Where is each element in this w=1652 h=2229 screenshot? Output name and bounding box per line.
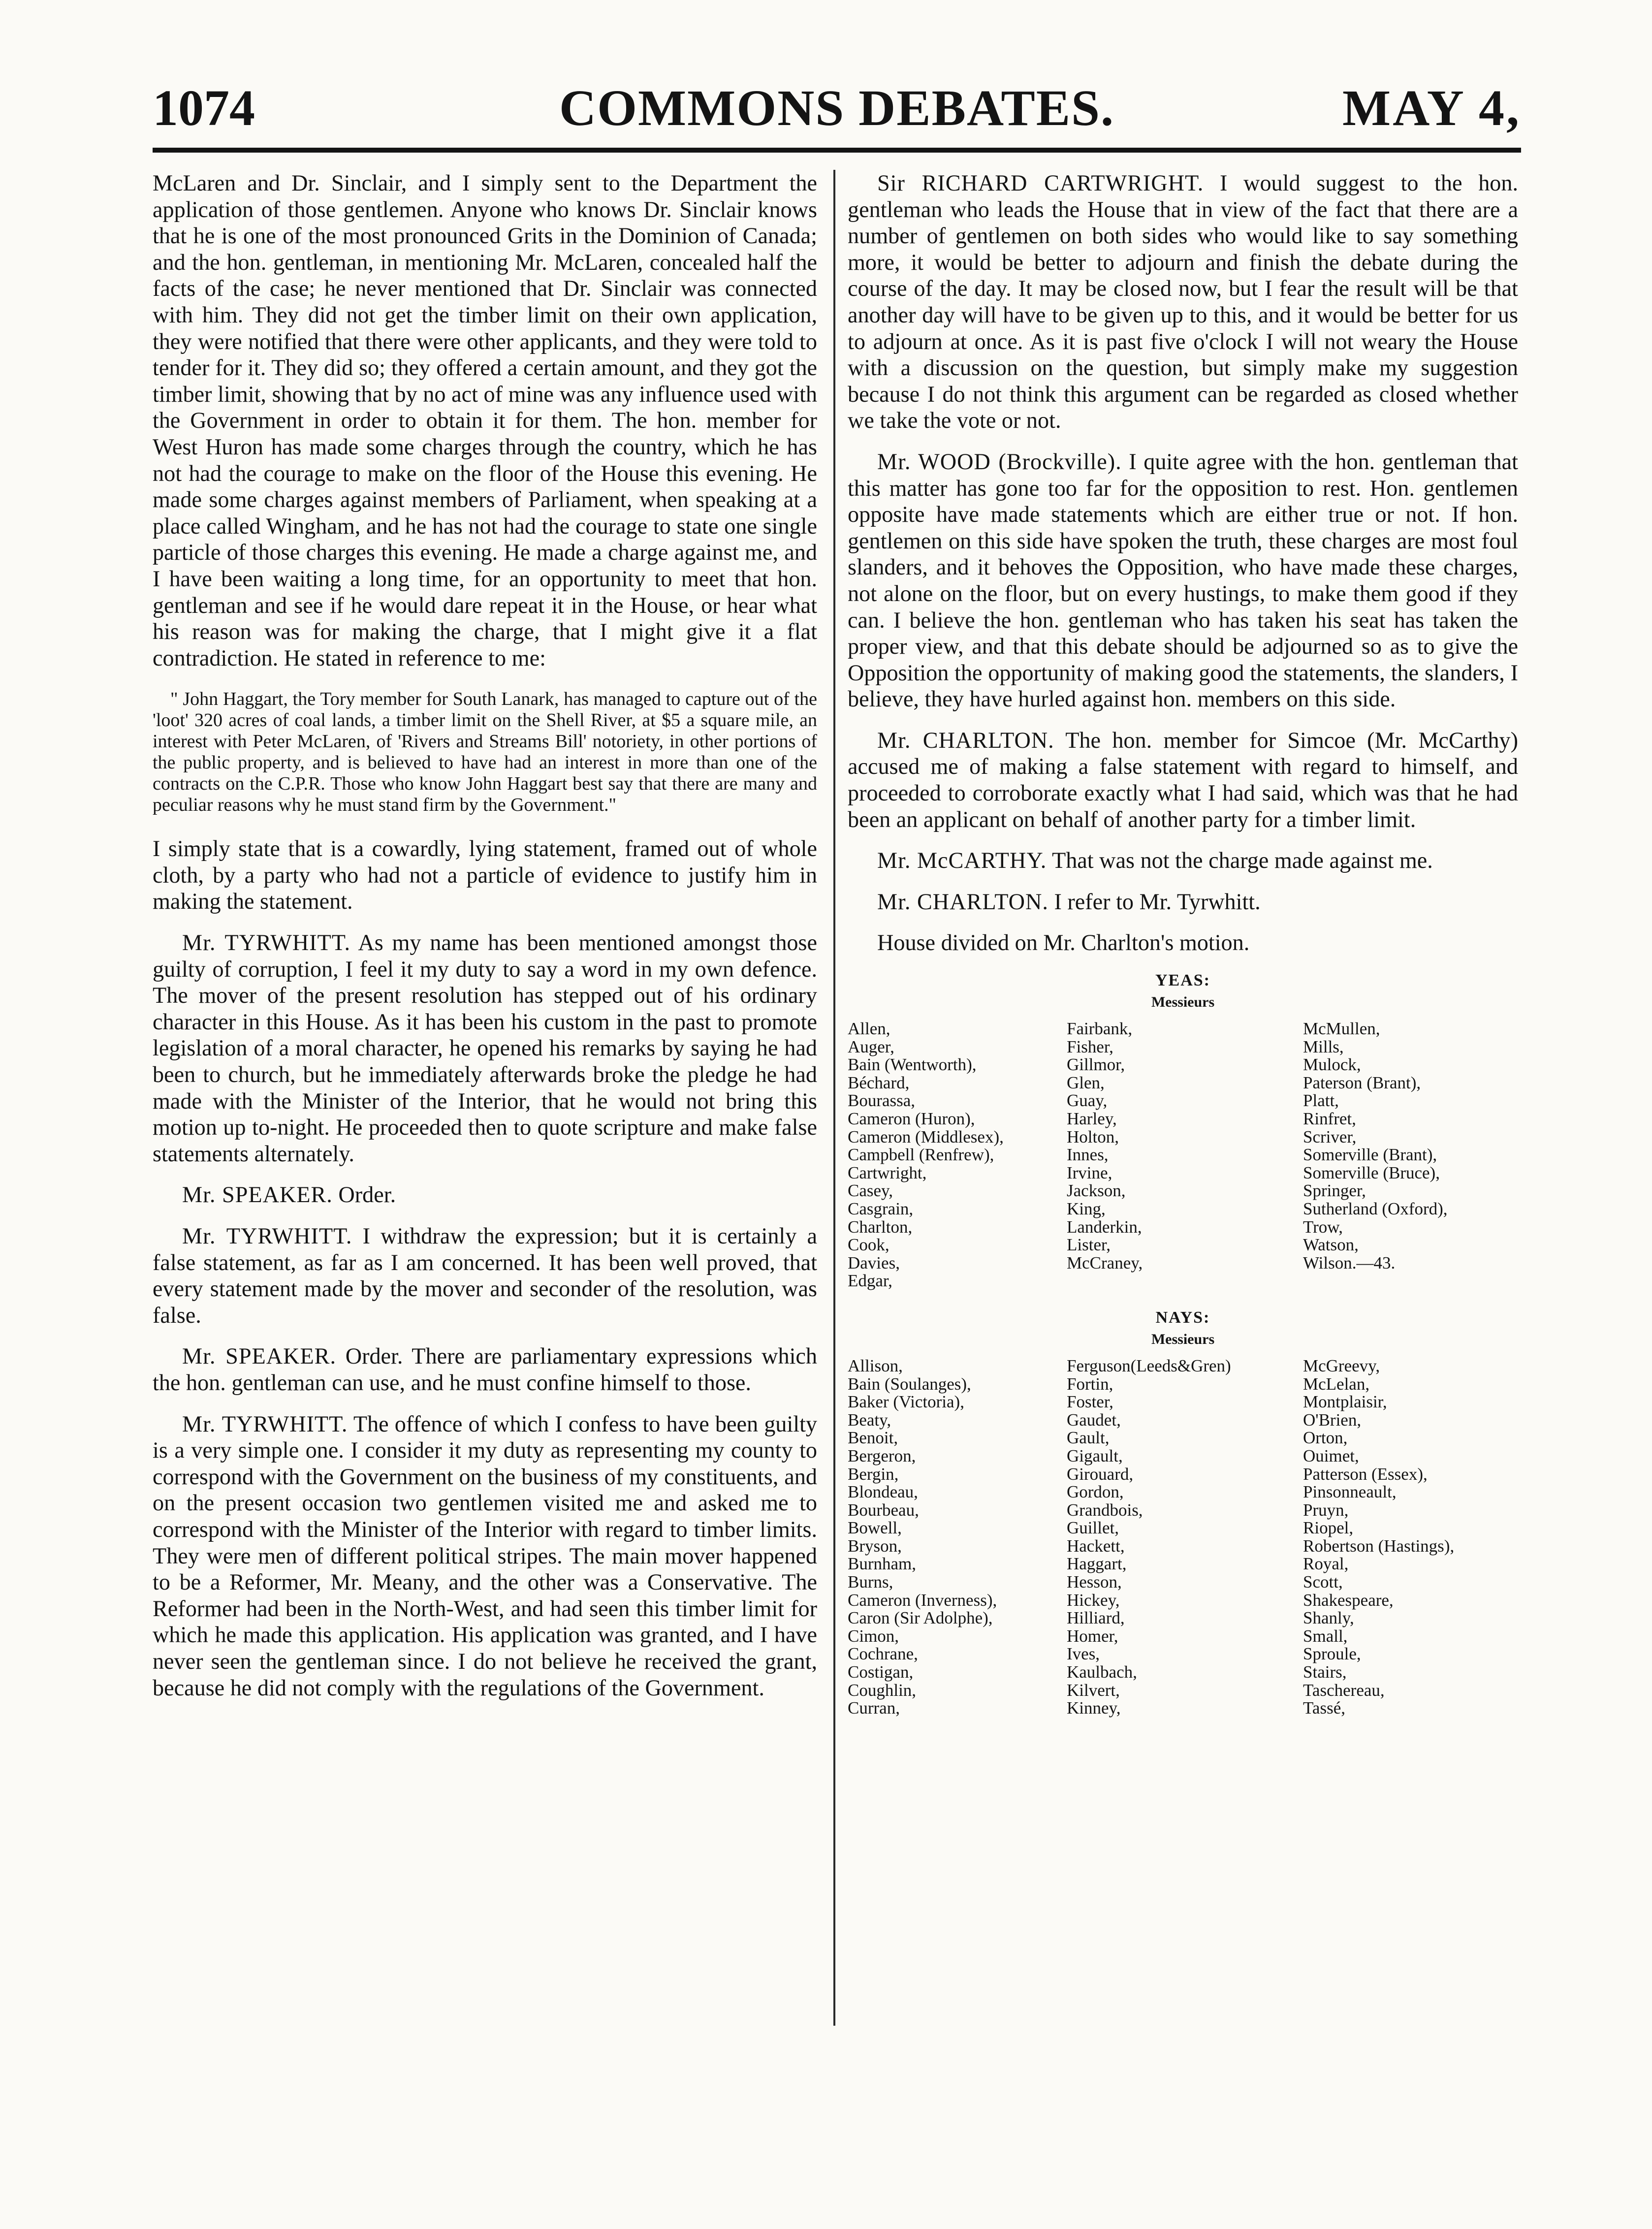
member-name: Holton, xyxy=(1067,1127,1119,1146)
name-column xyxy=(848,1357,1067,1718)
member-name: Kilvert, xyxy=(1067,1680,1120,1700)
speech xyxy=(153,1181,817,1208)
speaker-name: Mr. SPEAKER. xyxy=(182,1182,333,1208)
name-column xyxy=(1067,1357,1303,1718)
member-name: Landerkin, xyxy=(1067,1217,1142,1237)
member-name: Benoit, xyxy=(848,1428,898,1448)
member-name: Béchard, xyxy=(848,1073,910,1092)
speech xyxy=(153,1223,817,1328)
member-name: Bryson, xyxy=(848,1536,902,1556)
member-name: Platt, xyxy=(1303,1091,1339,1111)
member-name: Springer, xyxy=(1303,1181,1366,1201)
member-name: McLelan, xyxy=(1303,1374,1370,1394)
member-name: Burnham, xyxy=(848,1554,917,1574)
member-name: Bourassa, xyxy=(848,1091,916,1111)
member-name: Ouimet, xyxy=(1303,1446,1359,1465)
member-name: Haggart, xyxy=(1067,1554,1127,1574)
member-name: Coughlin, xyxy=(848,1680,917,1700)
column-divider xyxy=(833,170,835,2026)
yeas-heading: YEAS: xyxy=(1155,971,1211,990)
member-name: Casey, xyxy=(848,1181,893,1201)
member-name: Sutherland (Oxford), xyxy=(1303,1199,1448,1218)
member-name: Watson, xyxy=(1303,1235,1359,1255)
member-name: Curran, xyxy=(848,1698,900,1718)
member-name: Bain (Soulanges), xyxy=(848,1374,971,1394)
member-name: Taschereau, xyxy=(1303,1680,1385,1700)
member-name: Allison, xyxy=(848,1356,903,1375)
member-name: Fisher, xyxy=(1067,1037,1113,1056)
division-statement: House divided on Mr. Charlton's motion. xyxy=(877,930,1250,955)
member-name: Stairs, xyxy=(1303,1662,1347,1682)
speaker-name: Mr. TYRWHITT. xyxy=(182,930,351,955)
speaker-name: Mr. CHARLTON. xyxy=(877,889,1048,914)
member-name: McMullen, xyxy=(1303,1019,1380,1039)
speech xyxy=(848,847,1518,874)
member-name: Orton, xyxy=(1303,1428,1348,1448)
member-name: Bain (Wentworth), xyxy=(848,1055,977,1075)
member-name: Hickey, xyxy=(1067,1590,1120,1610)
member-name: Royal, xyxy=(1303,1554,1349,1574)
publication-title: COMMONS DEBATES. xyxy=(559,80,1114,136)
member-name: Bergeron, xyxy=(848,1446,916,1465)
member-name: Mulock, xyxy=(1303,1055,1361,1075)
speech-text: I withdraw the expression; but it is certainly a false statement, as far as I am concerned. It has been well proved, that every statement made by the mover and seconder of the resolution, was false. xyxy=(153,1223,817,1328)
member-name: Lister, xyxy=(1067,1235,1111,1255)
messieurs-label: Messieurs xyxy=(1151,994,1215,1011)
member-name: Charlton, xyxy=(848,1217,913,1237)
speech xyxy=(848,170,1518,434)
member-name: Montplaisir, xyxy=(1303,1392,1387,1412)
speech xyxy=(848,727,1518,832)
speaker-name: Mr. McCARTHY. xyxy=(877,848,1047,873)
member-name: Shanly, xyxy=(1303,1608,1354,1628)
member-name: Fairbank, xyxy=(1067,1019,1133,1039)
member-name: Paterson (Brant), xyxy=(1303,1073,1421,1092)
member-name: Mills, xyxy=(1303,1037,1344,1056)
nays-list xyxy=(848,1357,1518,1718)
member-name: Gaudet, xyxy=(1067,1410,1121,1430)
member-name: Gigault, xyxy=(1067,1446,1123,1465)
member-name: Auger, xyxy=(848,1037,894,1056)
member-name: Cimon, xyxy=(848,1626,899,1646)
speech-text: As my name has been mentioned amongst those guilty of corruption, I feel it my duty to say a word in my own defence. The mover of the present resolution has stepped out of his ordinary character in this House. As it has been his custom in the past to promote legislation of a moral character, he opened his remarks by saying he had been to church, but he immediately afterwards broke the pledge he had made with the Minister of the Interior, that he would not bring this motion up to-night. He proceeded then to quote scripture and make false statements alternately. xyxy=(153,930,817,1166)
member-name: Caron (Sir Adolphe), xyxy=(848,1608,993,1628)
page-number: 1074 xyxy=(153,80,255,136)
speaker-name: Mr. WOOD (Brockville). xyxy=(877,448,1122,474)
speaker-name: Mr. CHARLTON. xyxy=(877,727,1054,753)
speech xyxy=(848,889,1518,915)
member-name: Patterson (Essex), xyxy=(1303,1464,1428,1484)
member-name: Pinsonneault, xyxy=(1303,1482,1397,1502)
speech xyxy=(153,1343,817,1396)
member-name: Somerville (Brant), xyxy=(1303,1145,1437,1165)
member-name: Ferguson(Leeds&Gren) xyxy=(1067,1356,1231,1375)
member-name: Shakespeare, xyxy=(1303,1590,1394,1610)
name-column xyxy=(848,1020,1067,1290)
member-name: Scott, xyxy=(1303,1572,1343,1592)
paragraph: I simply state that is a cowardly, lying statement, framed out of whole cloth, by a party who had not a particle of evidence to justify him in making the statement. xyxy=(153,836,817,914)
member-name: King, xyxy=(1067,1199,1106,1218)
speaker-name: Mr. TYRWHITT. xyxy=(182,1223,352,1248)
speech-text: I would suggest to the hon. gentleman who leads the House that in view of the fact that there are a number of gentlemen on both sides who would like to say something more, it would be better to adjourn and finish the debate during the course of the day. It may be closed now, but I fear the result will be that another day will have to be given up to this, and it would be better for us to adjourn at once. As it is past five o'clock I will not weary the House with a discussion on the question, but simply make my suggestion because I do not think this argument can be regarded as closed whether we take the vote or not. xyxy=(848,170,1518,433)
member-name: Riopel, xyxy=(1303,1518,1354,1538)
member-name: Baker (Victoria), xyxy=(848,1392,964,1412)
left-column xyxy=(153,170,817,2090)
speech-text: Order. There are parliamentary expressions which the hon. gentleman can use, and he must confine himself to those. xyxy=(153,1343,817,1395)
quoted-extract: " John Haggart, the Tory member for South Lanark, has managed to capture out of the 'loot' 320 acres of coal lands, a timber limit on the Shell River, at $5 a square mile, an interest with Peter McLaren, of 'Rivers and Streams Bill' notoriety, in other portions of the public property, and is believed to have had an interest in more than one of the contracts on the C.P.R. Those who know John Haggart best say that there are many and peculiar reasons why he must stand firm by the Government." xyxy=(153,689,817,816)
member-name: Bergin, xyxy=(848,1464,899,1484)
page-header xyxy=(153,79,1521,153)
speech-text: I quite agree with the hon. gentleman that this matter has gone too far for the opposition to rest. Hon. gentlemen opposite have made statements which are either true or not. If hon. gentlemen on this side have spoken the truth, these charges are most foul slanders, and it behoves the Opposition, who have made these charges, not alone on the floor, but on every hustings, to make them good if they can. I believe the hon. gentleman who has taken his seat has taken the proper view, and that this debate should be adjourned so as to give the Opposition the opportunity of making good the statements, the slanders, I believe, they have hurled against hon. members on this side. xyxy=(848,448,1518,712)
member-name: Edgar, xyxy=(848,1271,892,1291)
member-name: McCraney, xyxy=(1067,1253,1143,1273)
member-name: Harley, xyxy=(1067,1109,1117,1128)
member-name: Casgrain, xyxy=(848,1199,914,1218)
yeas-list xyxy=(848,1020,1518,1290)
speech-text: The offence of which I confess to have been guilty is a very simple one. I consider it my duty as representing my county to correspond with the Government on the business of my constituents, and on the present occasion two gentlemen visited me and asked me to correspond with the Minister of the Interior with regard to timber limits. They were men of different political stripes. The main mover happened to be a Reformer, Mr. Meany, and the other was a Conservative. The Reformer had been in the North-West, and had seen this timber limit for which he made this application. His application was granted, and I have never seen the gentleman since. I do not believe he received the grant, because he did not comply with the regulations of the Government. xyxy=(153,1411,817,1700)
speech xyxy=(848,448,1518,712)
member-name: Campbell (Renfrew), xyxy=(848,1145,994,1165)
speaker-name: Sir RICHARD CARTWRIGHT. xyxy=(877,170,1204,195)
member-name: Bowell, xyxy=(848,1518,902,1538)
member-name: Davies, xyxy=(848,1253,900,1273)
member-name: Gillmor, xyxy=(1067,1055,1125,1075)
member-name: Cook, xyxy=(848,1235,890,1255)
member-name: Kaulbach, xyxy=(1067,1662,1137,1682)
member-name: Scriver, xyxy=(1303,1127,1357,1146)
member-name: McGreevy, xyxy=(1303,1356,1380,1375)
member-name: Cochrane, xyxy=(848,1644,918,1664)
speaker-name: Mr. SPEAKER. xyxy=(182,1343,337,1369)
member-name: Guay, xyxy=(1067,1091,1108,1111)
speaker-name: Mr. TYRWHITT. xyxy=(182,1411,348,1436)
member-name: Pruyn, xyxy=(1303,1500,1349,1520)
member-name: Hesson, xyxy=(1067,1572,1122,1592)
member-name: Small, xyxy=(1303,1626,1348,1646)
messieurs-label: Messieurs xyxy=(1151,1331,1215,1347)
speech-text: That was not the charge made against me. xyxy=(1052,848,1433,873)
nays-heading: NAYS: xyxy=(1155,1308,1210,1327)
speech xyxy=(153,1411,817,1701)
member-name: Jackson, xyxy=(1067,1181,1126,1201)
member-name: Innes, xyxy=(1067,1145,1109,1165)
member-name: Trow, xyxy=(1303,1217,1343,1237)
speech xyxy=(153,929,817,1167)
member-name: Blondeau, xyxy=(848,1482,918,1502)
member-name: Girouard, xyxy=(1067,1464,1134,1484)
member-name: Glen, xyxy=(1067,1073,1105,1092)
member-name: Hackett, xyxy=(1067,1536,1125,1556)
member-name: Burns, xyxy=(848,1572,893,1592)
member-name: Allen, xyxy=(848,1019,890,1039)
name-column xyxy=(1303,1357,1518,1718)
member-name: Rinfret, xyxy=(1303,1109,1356,1128)
member-name: Cartwright, xyxy=(848,1163,927,1182)
member-name: Gault, xyxy=(1067,1428,1110,1448)
speech-text: The hon. member for Simcoe (Mr. McCarthy) accused me of making a false statement with regard to himself, and proceeded to corroborate exactly what I had said, which was that he had been an applicant on behalf of another party for a timber limit. xyxy=(848,727,1518,832)
member-name: Cameron (Middlesex), xyxy=(848,1127,1004,1146)
member-name: Tassé, xyxy=(1303,1698,1345,1718)
member-name: Homer, xyxy=(1067,1626,1118,1646)
member-name: Kinney, xyxy=(1067,1698,1121,1718)
member-name: Beaty, xyxy=(848,1410,891,1430)
member-name: Hilliard, xyxy=(1067,1608,1125,1628)
speech-text: I refer to Mr. Tyrwhitt. xyxy=(1054,889,1261,914)
member-name: O'Brien, xyxy=(1303,1410,1362,1430)
member-name: Gordon, xyxy=(1067,1482,1124,1502)
member-name: Cameron (Inverness), xyxy=(848,1590,997,1610)
member-name: Somerville (Bruce), xyxy=(1303,1163,1440,1182)
member-name: Grandbois, xyxy=(1067,1500,1143,1520)
speech-text: Order. xyxy=(338,1182,396,1208)
member-name: Fortin, xyxy=(1067,1374,1113,1394)
member-name: Sproule, xyxy=(1303,1644,1361,1664)
member-name: Costigan, xyxy=(848,1662,914,1682)
name-column xyxy=(1067,1020,1303,1290)
member-name: Irvine, xyxy=(1067,1163,1112,1182)
member-name: Bourbeau, xyxy=(848,1500,919,1520)
member-name: Cameron (Huron), xyxy=(848,1109,975,1128)
right-column xyxy=(848,170,1518,2090)
page-date: MAY 4, xyxy=(1342,80,1521,136)
member-name: Foster, xyxy=(1067,1392,1113,1412)
member-name: Ives, xyxy=(1067,1644,1100,1664)
member-name: Guillet, xyxy=(1067,1518,1119,1538)
member-name: Robertson (Hastings), xyxy=(1303,1536,1455,1556)
name-column xyxy=(1303,1020,1518,1290)
paragraph: McLaren and Dr. Sinclair, and I simply sent to the Department the application of those gentlemen. Anyone who knows Dr. Sinclair knows that he is one of the most pronounced Grits in the Dominion of Canada; and the hon. gentleman, in mentioning Mr. McLaren, concealed half the facts of the case; he never mentioned that Dr. Sinclair was connected with him. They did not get the timber limit on their own application, they were notified that there were other applicants, and they were told to tender for it. They did so; they offered a certain amount, and they got the timber limit, showing that by no act of mine was any influence used with the Government in order to obtain it for them. The hon. member for West Huron has made some charges through the country, which he has not had the courage to make on the floor of the House this evening. He made some charges against members of Parliament, when speaking at a place called Wingham, and he has not had the courage to state one single particle of those charges this evening. He made a charge against me, and I have been waiting a long time, for an opportunity to meet that hon. gentleman and see if he would dare repeat it in the House, or hear what his reason was for making the charge, that I might give it a flat contradiction. He stated in reference to me: xyxy=(153,170,817,670)
member-name: Wilson.—43. xyxy=(1303,1253,1396,1273)
